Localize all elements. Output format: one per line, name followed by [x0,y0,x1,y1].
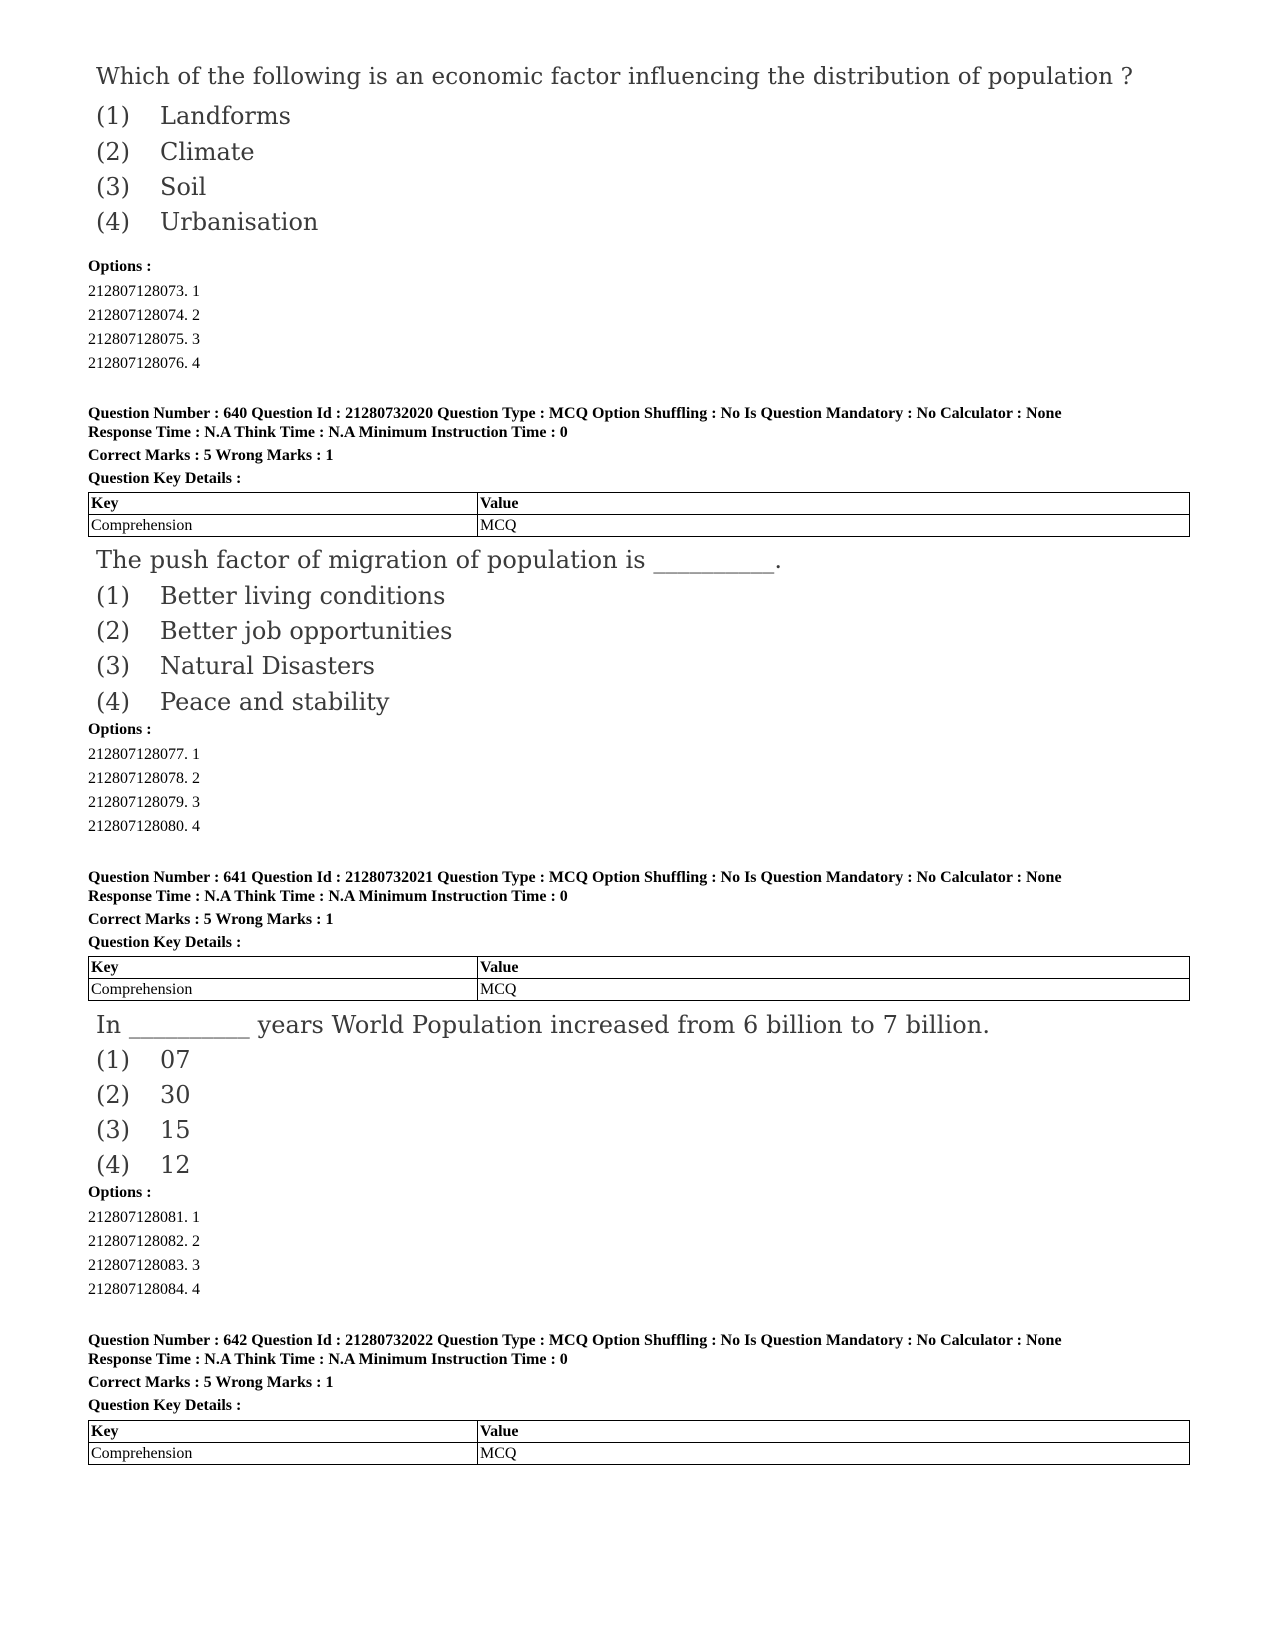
options-label: Options : [88,721,152,738]
key-details-label: Question Key Details : [88,470,242,487]
option-item: 212807128078. 2 [88,770,200,787]
key-cell: Comprehension [89,515,478,537]
option-item: 212807128084. 4 [88,1281,200,1298]
option-item: 212807128074. 2 [88,307,200,324]
question-timing: Response Time : N.A Think Time : N.A Minimum Instruction Time : 0 [88,888,568,905]
question-text: The push factor of migration of population is __________. [96,546,783,574]
key-details-label: Question Key Details : [88,1397,242,1414]
value-header: Value [478,1421,1190,1443]
option-item: 212807128079. 3 [88,794,200,811]
question-timing: Response Time : N.A Think Time : N.A Minimum Instruction Time : 0 [88,1351,568,1368]
question-header: Question Number : 640 Question Id : 21280732020 Question Type : MCQ Option Shuffling : No Is Question Mandatory : No Calculator : None [88,405,1062,422]
key-cell: Comprehension [89,1443,478,1465]
key-details-table [88,956,1190,1001]
options-list [88,256,200,376]
option-item: 212807128081. 1 [88,1209,200,1226]
value-cell: MCQ [478,979,1190,1001]
key-details-label: Question Key Details : [88,934,242,951]
key-details-table [88,492,1190,537]
option-item: 212807128082. 2 [88,1233,200,1250]
value-header: Value [478,957,1190,979]
options-label: Options : [88,258,152,275]
question-image: In __________ years World Population increased from 6 billion to 7 billion. (1) 07 (2) 30 (3) 15 (4) 12 [96,1011,991,1179]
option-item: 212807128076. 4 [88,355,200,372]
question-text: In __________ years World Population increased from 6 billion to 7 billion. [96,1011,991,1039]
options-list [88,1182,200,1302]
key-details-table [88,1420,1190,1465]
question-marks: Correct Marks : 5 Wrong Marks : 1 [88,911,334,928]
options-list [88,719,200,839]
option-item: 212807128073. 1 [88,283,200,300]
option-item: 212807128077. 1 [88,746,200,763]
question-header: Question Number : 642 Question Id : 21280732022 Question Type : MCQ Option Shuffling : No Is Question Mandatory : No Calculator : None [88,1332,1062,1349]
key-header: Key [89,1421,478,1443]
key-header: Key [89,957,478,979]
value-header: Value [478,493,1190,515]
value-cell: MCQ [478,1443,1190,1465]
question-image: The push factor of migration of population is __________. (1) Better living conditions (2) Better job opportunities (3) Natural Disasters (4) Peace and stability [96,546,783,716]
question-header: Question Number : 641 Question Id : 21280732021 Question Type : MCQ Option Shuffling : No Is Question Mandatory : No Calculator : None [88,869,1062,886]
question-text: Which of the following is an economic factor influencing the distribution of population ? [96,64,1134,90]
value-cell: MCQ [478,515,1190,537]
question-marks: Correct Marks : 5 Wrong Marks : 1 [88,447,334,464]
key-header: Key [89,493,478,515]
key-cell: Comprehension [89,979,478,1001]
question-timing: Response Time : N.A Think Time : N.A Minimum Instruction Time : 0 [88,424,568,441]
question-image: Which of the following is an economic factor influencing the distribution of population ? (1) Landforms (2) Climate (3) Soil (4) Urbanisation [96,64,1134,236]
question-marks: Correct Marks : 5 Wrong Marks : 1 [88,1374,334,1391]
option-item: 212807128083. 3 [88,1257,200,1274]
options-label: Options : [88,1184,152,1201]
option-item: 212807128075. 3 [88,331,200,348]
option-item: 212807128080. 4 [88,818,200,835]
